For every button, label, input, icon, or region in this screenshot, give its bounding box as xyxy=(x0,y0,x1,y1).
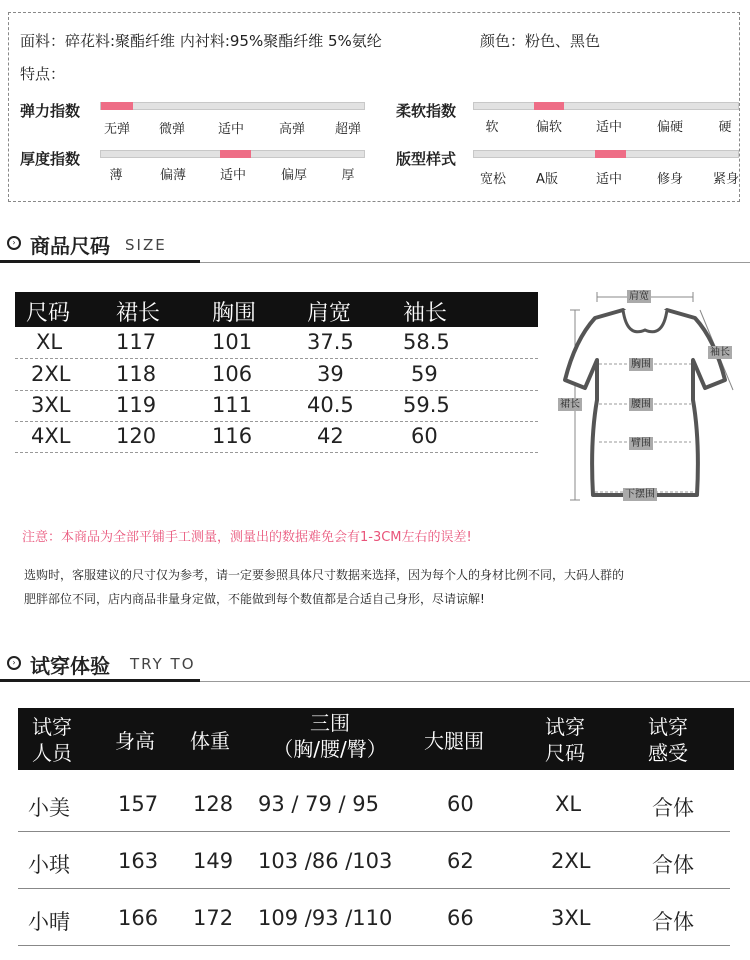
try-col-header: 体重 xyxy=(190,729,230,753)
size-cell: 4XL xyxy=(31,424,71,448)
size-cell: 59.5 xyxy=(403,393,450,417)
size-cell: 60 xyxy=(411,424,438,448)
fit-tick: 紧身 xyxy=(712,172,740,187)
diagram-label-waist: 腰围 xyxy=(631,399,651,410)
try-col-header-line: 人员 xyxy=(32,741,72,765)
fit-scale-marker xyxy=(595,150,626,158)
try-col-header-line: 试穿 xyxy=(545,715,585,739)
row-divider xyxy=(18,945,730,946)
try-cell: 60 xyxy=(447,792,474,816)
try-cell: 149 xyxy=(193,849,234,873)
color-options: 颜色：粉色、黑色 xyxy=(480,32,601,50)
elasticity-scale-track xyxy=(100,102,365,110)
try-cell: 166 xyxy=(118,906,159,930)
try-col-header xyxy=(22,714,82,766)
size-cell: 106 xyxy=(212,362,253,386)
try-cell: 小晴 xyxy=(28,910,70,934)
try-col-header-line: 感受 xyxy=(648,741,688,765)
size-col-header: 肩宽 xyxy=(307,301,352,326)
section-divider-accent xyxy=(0,679,200,682)
size-col-header: 尺码 xyxy=(26,301,71,326)
try-cell: 合体 xyxy=(652,853,694,877)
try-cell: 103 /86 /103 xyxy=(258,849,393,873)
size-cell: 40.5 xyxy=(307,393,354,417)
try-cell: 合体 xyxy=(652,796,694,820)
try-cell: 62 xyxy=(447,849,474,873)
try-cell: 小美 xyxy=(28,796,70,820)
diagram-label-hem: 下摆围 xyxy=(625,489,655,500)
try-col-header xyxy=(638,714,698,766)
try-cell: 66 xyxy=(447,906,474,930)
softness-tick: 软 xyxy=(485,120,499,135)
size-cell: 59 xyxy=(411,362,438,386)
row-divider xyxy=(18,831,730,832)
size-section-title-en: SIZE xyxy=(125,236,167,254)
try-col-header: 大腿围 xyxy=(424,729,484,753)
try-col-header-line: 三围 xyxy=(310,711,350,735)
row-divider xyxy=(15,390,538,391)
size-cell: 101 xyxy=(212,330,253,354)
size-col-header: 裙长 xyxy=(116,301,161,326)
thickness-tick: 适中 xyxy=(219,168,247,183)
try-col-header-line: 试穿 xyxy=(648,715,688,739)
size-advice-line-2: 肥胖部位不同，店内商品非量身定做，不能做到每个数值都是合适自己身形，尽请谅解! xyxy=(24,592,485,606)
row-divider xyxy=(15,358,538,359)
elasticity-tick: 微弹 xyxy=(158,122,186,137)
row-divider xyxy=(15,421,538,422)
fabric-composition: 面料：碎花料:聚酯纤维 内衬料:95%聚酯纤维 5%氨纶 xyxy=(20,32,382,50)
elasticity-tick: 适中 xyxy=(217,122,245,137)
size-cell: 120 xyxy=(116,424,157,448)
fit-tick: 适中 xyxy=(595,172,623,187)
size-col-header: 胸围 xyxy=(212,301,257,326)
elasticity-scale-title: 弹力指数 xyxy=(20,102,81,120)
try-section-title: 试穿体验 xyxy=(30,654,110,678)
fit-tick: 修身 xyxy=(656,172,684,187)
diagram-label-shoulder: 肩宽 xyxy=(629,291,649,302)
size-cell: 119 xyxy=(116,393,157,417)
circle-chevron-icon: › xyxy=(7,236,21,250)
try-cell: 93 / 79 / 95 xyxy=(258,792,380,816)
try-cell: 157 xyxy=(118,792,159,816)
thickness-scale-title: 厚度指数 xyxy=(20,150,81,168)
softness-scale-title: 柔软指数 xyxy=(396,102,457,120)
try-cell: 163 xyxy=(118,849,159,873)
softness-tick: 硬 xyxy=(718,120,732,135)
softness-scale-marker xyxy=(534,102,564,110)
size-cell: 37.5 xyxy=(307,330,354,354)
size-cell: 117 xyxy=(116,330,157,354)
try-col-header: 身高 xyxy=(115,729,155,753)
softness-tick: 适中 xyxy=(595,120,623,135)
size-cell: 42 xyxy=(317,424,344,448)
try-cell: 172 xyxy=(193,906,234,930)
elasticity-scale-marker xyxy=(101,102,133,110)
softness-tick: 偏硬 xyxy=(656,120,684,135)
size-cell: 2XL xyxy=(31,362,71,386)
diagram-label-arm: 臂围 xyxy=(631,438,651,449)
softness-scale-track xyxy=(473,102,739,110)
measurement-warning: 注意：本商品为全部平铺手工测量，测量出的数据难免会有1-3CM左右的误差! xyxy=(22,530,472,545)
try-cell: 合体 xyxy=(652,910,694,934)
elasticity-tick: 高弹 xyxy=(278,122,306,137)
diagram-label-chest: 胸围 xyxy=(631,359,651,370)
try-cell: XL xyxy=(555,792,582,816)
size-cell: 111 xyxy=(212,393,253,417)
try-cell: 128 xyxy=(193,792,234,816)
size-cell: 3XL xyxy=(31,393,71,417)
try-cell: 109 /93 /110 xyxy=(258,906,393,930)
try-col-header-line: 尺码 xyxy=(545,741,585,765)
features-label: 特点： xyxy=(20,65,66,83)
try-col-header-line: 试穿 xyxy=(32,715,72,739)
try-col-header-line: （胸/腰/臀） xyxy=(273,737,387,761)
thickness-tick: 厚 xyxy=(341,168,355,183)
size-table-header xyxy=(15,292,538,327)
diagram-label-length: 裙长 xyxy=(560,399,580,410)
row-divider xyxy=(15,452,538,453)
thickness-scale-marker xyxy=(220,150,251,158)
elasticity-tick: 超弹 xyxy=(334,122,362,137)
section-divider-accent xyxy=(0,260,200,263)
circle-chevron-icon: › xyxy=(7,656,21,670)
size-col-header: 袖长 xyxy=(403,301,448,326)
elasticity-tick: 无弹 xyxy=(103,122,131,137)
softness-tick: 偏软 xyxy=(535,120,563,135)
thickness-tick: 薄 xyxy=(109,168,123,183)
try-cell: 小琪 xyxy=(28,853,70,877)
thickness-tick: 偏薄 xyxy=(159,168,187,183)
size-cell: 58.5 xyxy=(403,330,450,354)
try-col-header xyxy=(255,710,405,762)
dress-measurement-diagram xyxy=(555,280,745,510)
size-cell: 116 xyxy=(212,424,253,448)
diagram-label-sleeve: 袖长 xyxy=(710,347,730,358)
size-cell: 39 xyxy=(317,362,344,386)
size-cell: XL xyxy=(36,330,63,354)
try-cell: 3XL xyxy=(551,906,591,930)
try-col-header xyxy=(535,714,595,766)
thickness-tick: 偏厚 xyxy=(280,168,308,183)
fit-tick: 宽松 xyxy=(479,172,507,187)
fit-tick: A版 xyxy=(536,172,558,187)
size-section-title: 商品尺码 xyxy=(30,234,110,258)
try-cell: 2XL xyxy=(551,849,591,873)
row-divider xyxy=(18,888,730,889)
thickness-scale-track xyxy=(100,150,365,158)
size-cell: 118 xyxy=(116,362,157,386)
size-advice-line-1: 选购时，客服建议的尺寸仅为参考，请一定要参照具体尺寸数据来选择，因为每个人的身材比例不同，大码人群的 xyxy=(24,568,625,582)
fit-scale-track xyxy=(473,150,739,158)
fit-scale-title: 版型样式 xyxy=(396,150,457,168)
try-section-title-en: TRY TO xyxy=(130,655,196,673)
dress-outline-icon xyxy=(555,280,745,510)
